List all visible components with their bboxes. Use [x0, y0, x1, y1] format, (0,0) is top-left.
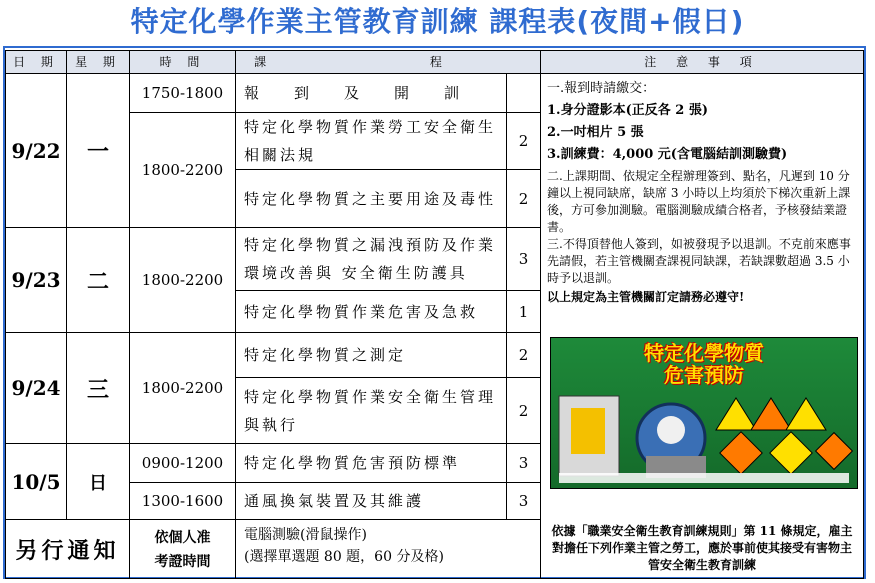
note-line: 3.訓練費：4,000 元(含電腦結訓測驗費): [547, 147, 788, 162]
hours-cell: 2: [506, 112, 541, 170]
note-line: 2.一吋相片 5 張: [547, 125, 644, 140]
weekday-cell: 一: [66, 73, 130, 228]
note-line: 一.報到時請繳交：: [547, 81, 656, 96]
footer-exam-time-line2: 考證時間: [154, 554, 211, 570]
date-cell: 10/5: [5, 443, 67, 520]
hours-cell: 2: [506, 169, 541, 228]
note-line: 1.身分證影本(正反各 2 張): [547, 103, 708, 118]
weekday-cell: 三: [66, 332, 130, 444]
hours-cell: 3: [506, 482, 541, 520]
header-date: 日 期: [5, 50, 67, 74]
hazard-illustration: [551, 338, 857, 488]
hours-cell: 2: [506, 377, 541, 444]
weekday-cell: 日: [66, 443, 130, 520]
course-cell: 特定化學物質作業安全衛生管理與執行: [235, 377, 507, 444]
footer-label: 另行通知: [5, 519, 130, 579]
course-cell: 特定化學物質之漏洩預防及作業環境改善與 安全衛生防護具: [235, 227, 507, 291]
time-cell: 1750-1800: [129, 73, 236, 113]
note-line: 以上規定為主管機關訂定請務必遵守!: [547, 290, 745, 304]
poster-title-line2: 危害預防: [664, 363, 744, 387]
course-cell: 特定化學物質之主要用途及毒性: [235, 169, 507, 228]
course-cell: 特定化學物質作業危害及急救: [235, 290, 507, 333]
course-cell: 報 到 及 開 訓: [235, 73, 507, 113]
course-cell: 通風換氣裝置及其維護: [235, 482, 507, 520]
date-cell: 9/24: [5, 332, 67, 444]
header-time: 時 間: [129, 50, 236, 74]
hours-cell: [506, 73, 541, 113]
hours-cell: 2: [506, 332, 541, 378]
header-course: 課 程: [235, 50, 541, 74]
hours-cell: 1: [506, 290, 541, 333]
hours-cell: 3: [506, 443, 541, 483]
date-cell: 9/23: [5, 227, 67, 333]
time-cell: 0900-1200: [129, 443, 236, 483]
poster-title-line1: 特定化學物質: [644, 341, 764, 365]
law-reference: 依據「職業安全衛生教育訓練規則」第 11 條規定，雇主對擔任下列作業主管之勞工，應於事前使其接受有害物主管安全衛生教育訓練: [540, 519, 864, 579]
footer-exam-time: [129, 519, 236, 579]
time-cell: 1300-1600: [129, 482, 236, 520]
time-cell: 1800-2200: [129, 112, 236, 228]
header-notes: 注 意 事 項: [540, 50, 864, 74]
course-cell: 特定化學物質作業勞工安全衛生相關法規: [235, 112, 507, 170]
course-cell: 特定化學物質危害預防標準: [235, 443, 507, 483]
footer-exam-time-line1: 依個人准: [154, 530, 211, 546]
hazard-poster-image: [550, 337, 858, 489]
course-cell: 特定化學物質之測定: [235, 332, 507, 378]
date-cell: 9/22: [5, 73, 67, 228]
page-title: 特定化學作業主管教育訓練 課程表(夜間+假日): [130, 5, 745, 38]
footer-exam-line1: 電腦測驗(滑鼠操作): [244, 527, 367, 543]
header-weekday: 星 期: [66, 50, 130, 74]
hours-cell: 3: [506, 227, 541, 291]
note-line: 三.不得頂替他人簽到，如被發現予以退訓。不克前來應事先請假，若主管機關查課視同缺課，若缺課數超過 3.5 小時予以退訓。: [547, 237, 851, 285]
footer-exam-line2: (選擇單選題 80 題，60 分及格): [244, 549, 444, 565]
time-cell: 1800-2200: [129, 227, 236, 333]
note-line: 二.上課期間、依規定全程辦理簽到、點名，凡遲到 10 分鐘以上視同缺席，缺席 3 小時以上均須於下梯次重新上課後，方可參加測驗。電腦測驗成績合格者，予核發結業證書。: [547, 169, 851, 234]
footer-exam-info: [235, 519, 541, 579]
time-cell: 1800-2200: [129, 332, 236, 444]
weekday-cell: 二: [66, 227, 130, 333]
